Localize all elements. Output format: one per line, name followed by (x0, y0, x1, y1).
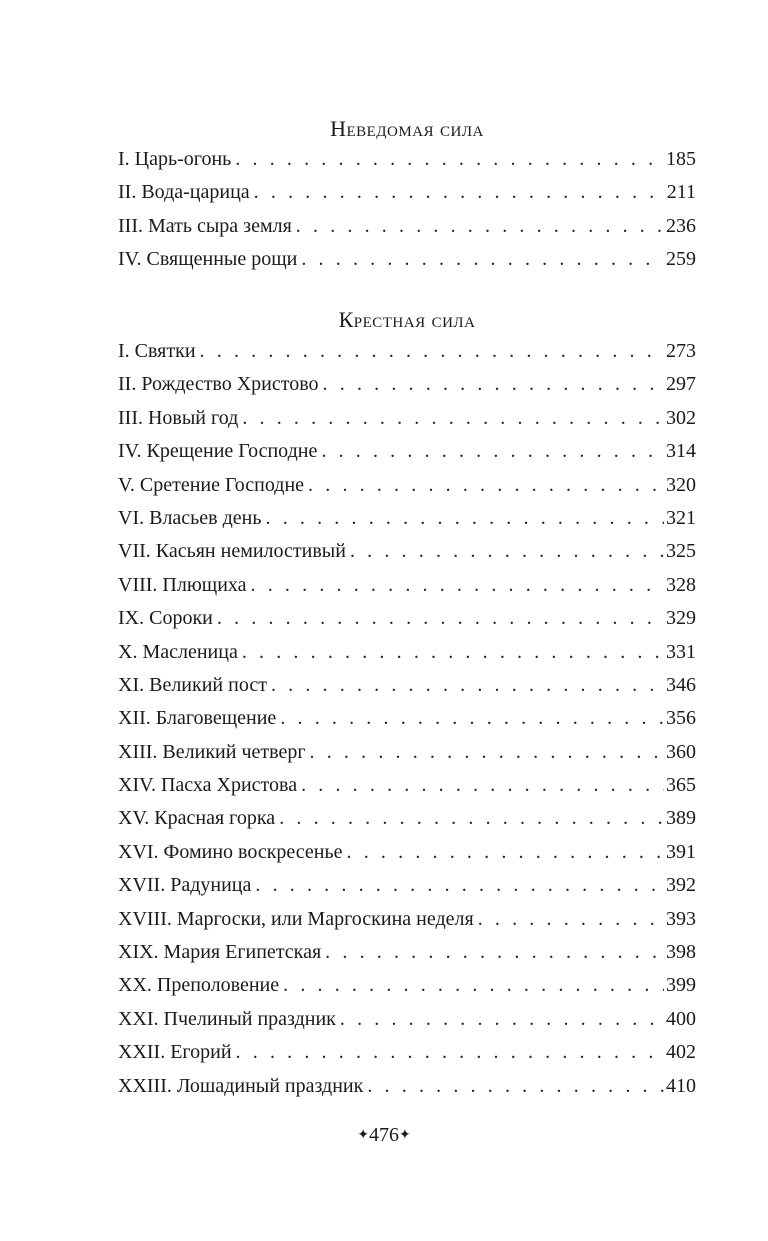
toc-entry-page: 185 (666, 148, 696, 170)
toc-entry-label: XVII. Радуница (118, 874, 252, 897)
toc-entry-page: 321 (666, 506, 696, 529)
toc-entry (118, 805, 696, 838)
toc-list-section-1 (118, 146, 696, 280)
toc-entry (118, 605, 696, 638)
dot-leader (271, 672, 664, 698)
toc-entry (118, 213, 696, 246)
toc-entry (118, 179, 696, 212)
dot-leader (340, 1006, 664, 1032)
dot-leader (280, 705, 664, 731)
dot-leader (255, 872, 664, 898)
toc-entry-page: 393 (666, 907, 696, 930)
toc-entry-page: 259 (666, 248, 696, 271)
dot-leader (367, 1073, 664, 1099)
toc-entry-label: IX. Сороки (118, 607, 213, 630)
dot-leader (325, 939, 664, 965)
toc-entry-page: 320 (666, 473, 696, 496)
toc-entry-label: XXII. Егорий (118, 1041, 232, 1064)
toc-entry (118, 1073, 696, 1106)
toc-entry-label: III. Новый год (118, 406, 239, 429)
dot-leader (266, 505, 665, 531)
dot-leader (235, 146, 664, 172)
dot-leader (217, 605, 664, 631)
page-number (0, 1124, 768, 1147)
toc-entry (118, 405, 696, 438)
toc-entry (118, 472, 696, 505)
toc-entry-page: 399 (666, 974, 696, 997)
toc-entry (118, 338, 696, 371)
toc-entry-page: 410 (666, 1074, 696, 1097)
toc-entry-label: IV. Священные рощи (118, 248, 298, 271)
toc-entry (118, 839, 696, 872)
toc-entry (118, 1006, 696, 1039)
dot-leader (301, 772, 664, 798)
dot-leader (236, 1039, 664, 1065)
toc-entry-label: VI. Власьев день (118, 506, 262, 529)
dot-leader (308, 472, 664, 498)
toc-entry-label: XIX. Мария Египетская (118, 941, 322, 964)
toc-entry-page: 297 (666, 373, 696, 396)
toc-entry (118, 246, 696, 279)
dot-leader (283, 972, 664, 998)
toc-entry (118, 572, 696, 605)
toc-entry-page: 346 (666, 673, 696, 696)
toc-entry (118, 972, 696, 1005)
section-title-krestnaya-sila: Крестная сила (338, 307, 476, 332)
toc-entry-label: VIII. Плющиха (118, 573, 247, 596)
toc-entry (118, 739, 696, 772)
toc-entry (118, 639, 696, 672)
dot-leader (279, 805, 664, 831)
toc-entry-label: XVIII. Маргоски, или Маргоскина неделя (118, 907, 474, 930)
toc-entry (118, 772, 696, 805)
dot-leader (301, 246, 664, 272)
toc-entry-page: 302 (666, 406, 696, 429)
toc-entry (118, 538, 696, 571)
toc-entry (118, 438, 696, 471)
dot-leader (242, 405, 664, 431)
toc-entry-label: II. Рождество Христово (118, 373, 319, 396)
toc-entry-page: 360 (666, 740, 696, 763)
toc-entry-label: XI. Великий пост (118, 673, 267, 696)
toc-entry-label: XIII. Великий четверг (118, 740, 306, 763)
dot-leader (296, 213, 664, 239)
dot-leader (242, 639, 664, 665)
toc-entry (118, 672, 696, 705)
toc-entry (118, 505, 696, 538)
toc-entry-page: 400 (666, 1007, 696, 1030)
toc-entry-page: 236 (666, 214, 696, 237)
dot-leader (321, 438, 664, 464)
toc-entry (118, 705, 696, 738)
toc-entry-page: 328 (666, 573, 696, 596)
toc-entry-page: 273 (666, 340, 696, 362)
ornament-left-icon: ✦ (357, 1128, 369, 1143)
toc-entry-page: 392 (666, 874, 696, 897)
toc-entry-label: XXI. Пчелиный праздник (118, 1007, 336, 1030)
toc-entry-page: 314 (666, 440, 696, 463)
toc-entry (118, 146, 696, 179)
dot-leader (350, 538, 664, 564)
toc-entry-label: XVI. Фомино воскресенье (118, 840, 343, 863)
toc-entry (118, 906, 696, 939)
toc-entry-page: 398 (666, 941, 696, 964)
toc-entry-label: III. Мать сыра земля (118, 214, 292, 237)
toc-entry-label: V. Сретение Господне (118, 473, 305, 496)
toc-entry-label: X. Масленица (118, 640, 238, 663)
toc-entry-label: XXIII. Лошадиный праздник (118, 1074, 364, 1097)
dot-leader (347, 839, 664, 865)
toc-entry-label: I. Царь-огонь (118, 148, 232, 170)
section-title-nevedomaya-sila: Неведомая сила (330, 116, 484, 141)
toc-entry-page: 391 (666, 840, 696, 863)
toc-list-section-2 (118, 338, 696, 1106)
toc-entry-page: 389 (666, 807, 696, 830)
toc-entry-page: 402 (666, 1041, 696, 1064)
page-number-value: 476 (369, 1124, 399, 1146)
ornament-right-icon: ✦ (399, 1128, 411, 1143)
toc-entry-label: I. Святки (118, 340, 196, 362)
toc-entry-label: II. Вода-царица (118, 181, 250, 204)
toc-entry-page: 331 (666, 640, 696, 663)
toc-entry (118, 872, 696, 905)
toc-entry-page: 365 (666, 774, 696, 797)
toc-entry-page: 329 (666, 607, 696, 630)
toc-entry-label: XV. Красная горка (118, 807, 276, 830)
toc-entry (118, 939, 696, 972)
toc-entry-label: XX. Преполовение (118, 974, 280, 997)
toc-entry-label: VII. Касьян немилостивый (118, 540, 346, 563)
dot-leader (323, 371, 664, 397)
toc-entry-page: 356 (666, 707, 696, 730)
dot-leader (310, 739, 664, 765)
dot-leader (200, 338, 664, 364)
dot-leader (251, 572, 664, 598)
toc-entry-label: XIV. Пасха Христова (118, 774, 298, 797)
toc-entry-page: 211 (666, 181, 696, 204)
dot-leader (254, 179, 665, 205)
toc-entry (118, 1039, 696, 1072)
dot-leader (478, 906, 664, 932)
toc-entry-page: 325 (666, 540, 696, 563)
toc-entry-label: XII. Благовещение (118, 707, 277, 730)
toc-entry (118, 371, 696, 404)
toc-entry-label: IV. Крещение Господне (118, 440, 318, 463)
